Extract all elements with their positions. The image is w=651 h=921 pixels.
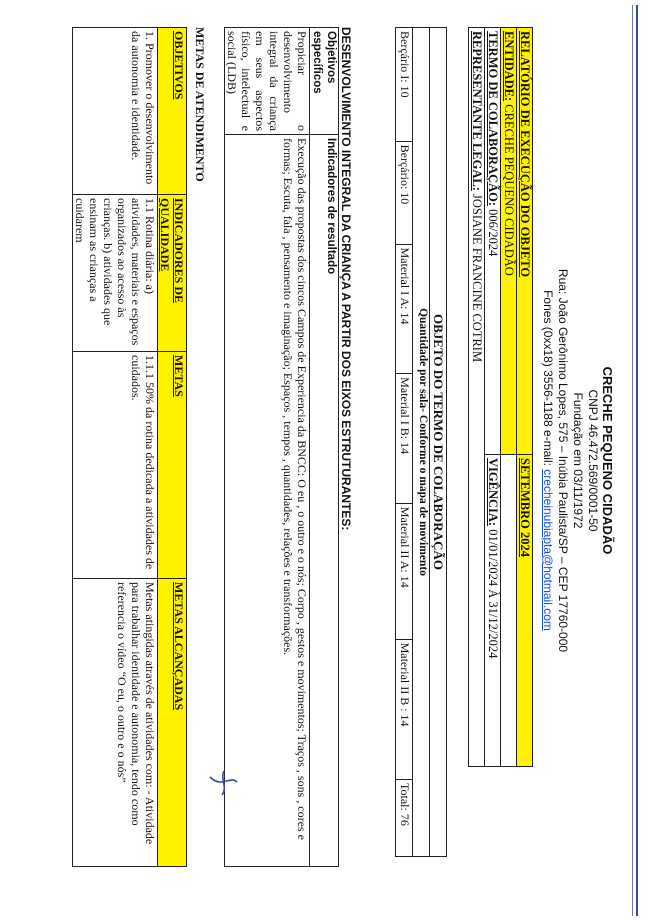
page-edge-line — [632, 5, 633, 916]
term-cell: TERMO DE COLABORAÇÃO: 006/2024 — [485, 28, 501, 455]
goals-header-objectives: OBJETIVOS — [158, 28, 187, 195]
room-cell: Material I A: 14 — [396, 244, 413, 374]
org-name: CRECHE PEQUENO CIDADÃO — [600, 366, 615, 555]
room-cell: Berçário: 10 — [396, 141, 413, 244]
room-cell: Material I B: 14 — [396, 374, 413, 504]
goals-achieved: Metas atingidas através de atividades com: - Atividade para trabalhar identidade e autonomia, tendo como referencia o vídeo “O eu, o outro e o nós” — [73, 579, 158, 867]
letterhead — [540, 5, 615, 916]
rotated-document — [5, 5, 625, 916]
room-cell: Berçário I: 10 — [396, 28, 413, 142]
goals-indicator: 1.1 Rotina diária: a) atividades, materiais e espaços organizados ao acesso às crianças. b) atividades que ensinam as crianças a cuidarem — [73, 195, 158, 352]
objectives-text: Propiciar o desenvolvimento integral da criança em seus aspectos físico, intelectual e social (LDB) — [225, 28, 310, 135]
validity-cell: VIGÊNCIA: 01/01/2024 À 31/12/2024 — [485, 455, 501, 767]
page-edge-bar — [636, 5, 638, 916]
org-founded: Fundação em 03/11/1972 — [571, 392, 585, 529]
org-address: Rua: João Gerônimo Lopes, 575 – Inúbia Paulista/SP – CEP 17760-000 — [556, 268, 570, 653]
representative-cell: REPRESENTANTE LEGAL: JOSIANE FRANCINE COTRIM — [469, 28, 485, 767]
email-link[interactable]: crecheinubiapta@hotmail.com — [541, 469, 555, 631]
report-month: SETEMBRO 2024 — [517, 455, 533, 767]
goals-table — [72, 27, 187, 867]
signature-mark — [206, 765, 240, 799]
development-heading: DESENVOLVIMENTO INTEGRAL DA CRIANÇA A PARTIR DOS EIXOS ESTRUTURANTES: — [339, 27, 353, 531]
org-contact — [540, 5, 555, 916]
goals-header-goals: METAS — [158, 352, 187, 579]
contact-phone: Fones (0xx18) 3556-1188 e-mail: — [541, 290, 555, 470]
goals-objective: 1. Promover o desenvolvimento da autonomia e identidade. — [73, 28, 158, 195]
entity-cell: ENTIDADE: CRECHE PEQUENO CIDADÃO — [501, 28, 517, 455]
object-title: OBJETO DO TERMO DE COLABORAÇÃO — [430, 28, 447, 857]
indicators-text: Execução das propostas dos cincos Campos de Experiencia da BNCC: O eu , o outro e o nós; Corpo , gestos e movimentos; Traços , sons , cores e formas; Escuta, fala , pensamento e imaginação; Espaços , tempos , quantidades, relações e transformações. — [225, 135, 310, 867]
development-table — [224, 27, 339, 867]
org-cnpj: CNPJ 46.472.569/0001-50 — [586, 389, 600, 532]
goals-target: 1.1.1 50% da rotina dedicada a atividades de cuidados. — [73, 352, 158, 579]
indicators-header: Indicadores de resultado — [310, 135, 339, 867]
entity-blank — [501, 455, 517, 767]
goals-heading: METAS DE ATENDIMENTO — [193, 27, 207, 182]
objectives-header: Objetivos específicos — [310, 28, 339, 135]
goals-header-indicators: INDICADORES DE QUALIDADE — [158, 195, 187, 352]
goals-header-achieved: METAS ALCANÇADAS — [158, 579, 187, 867]
report-info-table — [468, 27, 533, 767]
room-cell: Material II A: 14 — [396, 503, 413, 639]
report-title: RELATÓRIO DE EXECUÇÃO DO OBJETO — [517, 28, 533, 455]
room-cell: Material II B : 14 — [396, 639, 413, 779]
object-subtitle: Quantidade por sala- Conforme o mapa de movimento — [413, 28, 430, 857]
object-table — [395, 27, 447, 857]
total-cell: Total: 76 — [396, 780, 413, 857]
